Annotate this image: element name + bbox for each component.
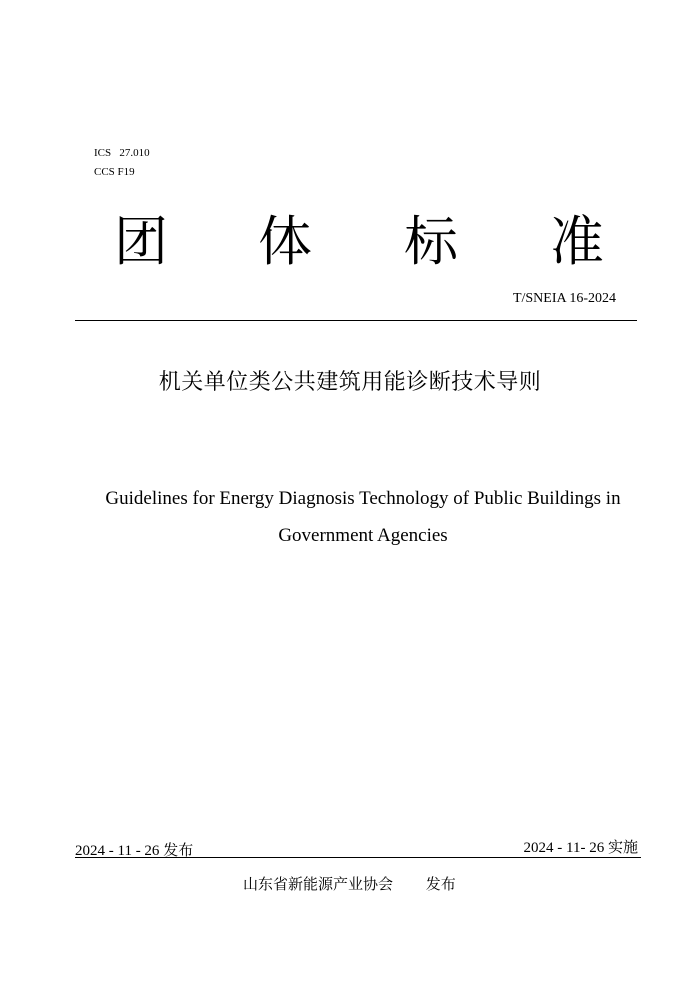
english-title-line-2: Government Agencies: [278, 525, 448, 546]
standard-category-title: [0, 206, 700, 278]
publisher-org: 山东省新能源产业协会: [243, 875, 394, 893]
category-char-1: 团: [114, 210, 168, 273]
implementation-date-label: 实施: [607, 838, 638, 856]
category-char-2: 体: [258, 210, 312, 273]
chinese-title: 机关单位类公共建筑用能诊断技术导则: [158, 370, 542, 395]
ccs-code: CCS F19: [94, 166, 135, 178]
publisher-label: 发布: [425, 875, 456, 893]
english-title: [40, 480, 686, 554]
category-char-3: 标: [404, 210, 458, 273]
category-char-4: 准: [550, 210, 604, 273]
english-title-line-1: Guidelines for Energy Diagnosis Technology of Public Buildings in: [105, 488, 621, 509]
implementation-date: [524, 837, 638, 858]
release-date-value: 2024 - 11 - 26: [75, 843, 160, 859]
standard-number: T/SNEIA 16-2024: [512, 291, 616, 306]
implementation-date-value: 2024 - 11- 26: [523, 840, 605, 856]
bottom-divider: [75, 857, 641, 858]
top-divider: [75, 320, 637, 321]
classification-codes: [94, 144, 150, 182]
publisher: [243, 874, 456, 894]
release-date-label: 发布: [163, 841, 194, 859]
ics-code: ICS 27.010: [94, 147, 150, 159]
